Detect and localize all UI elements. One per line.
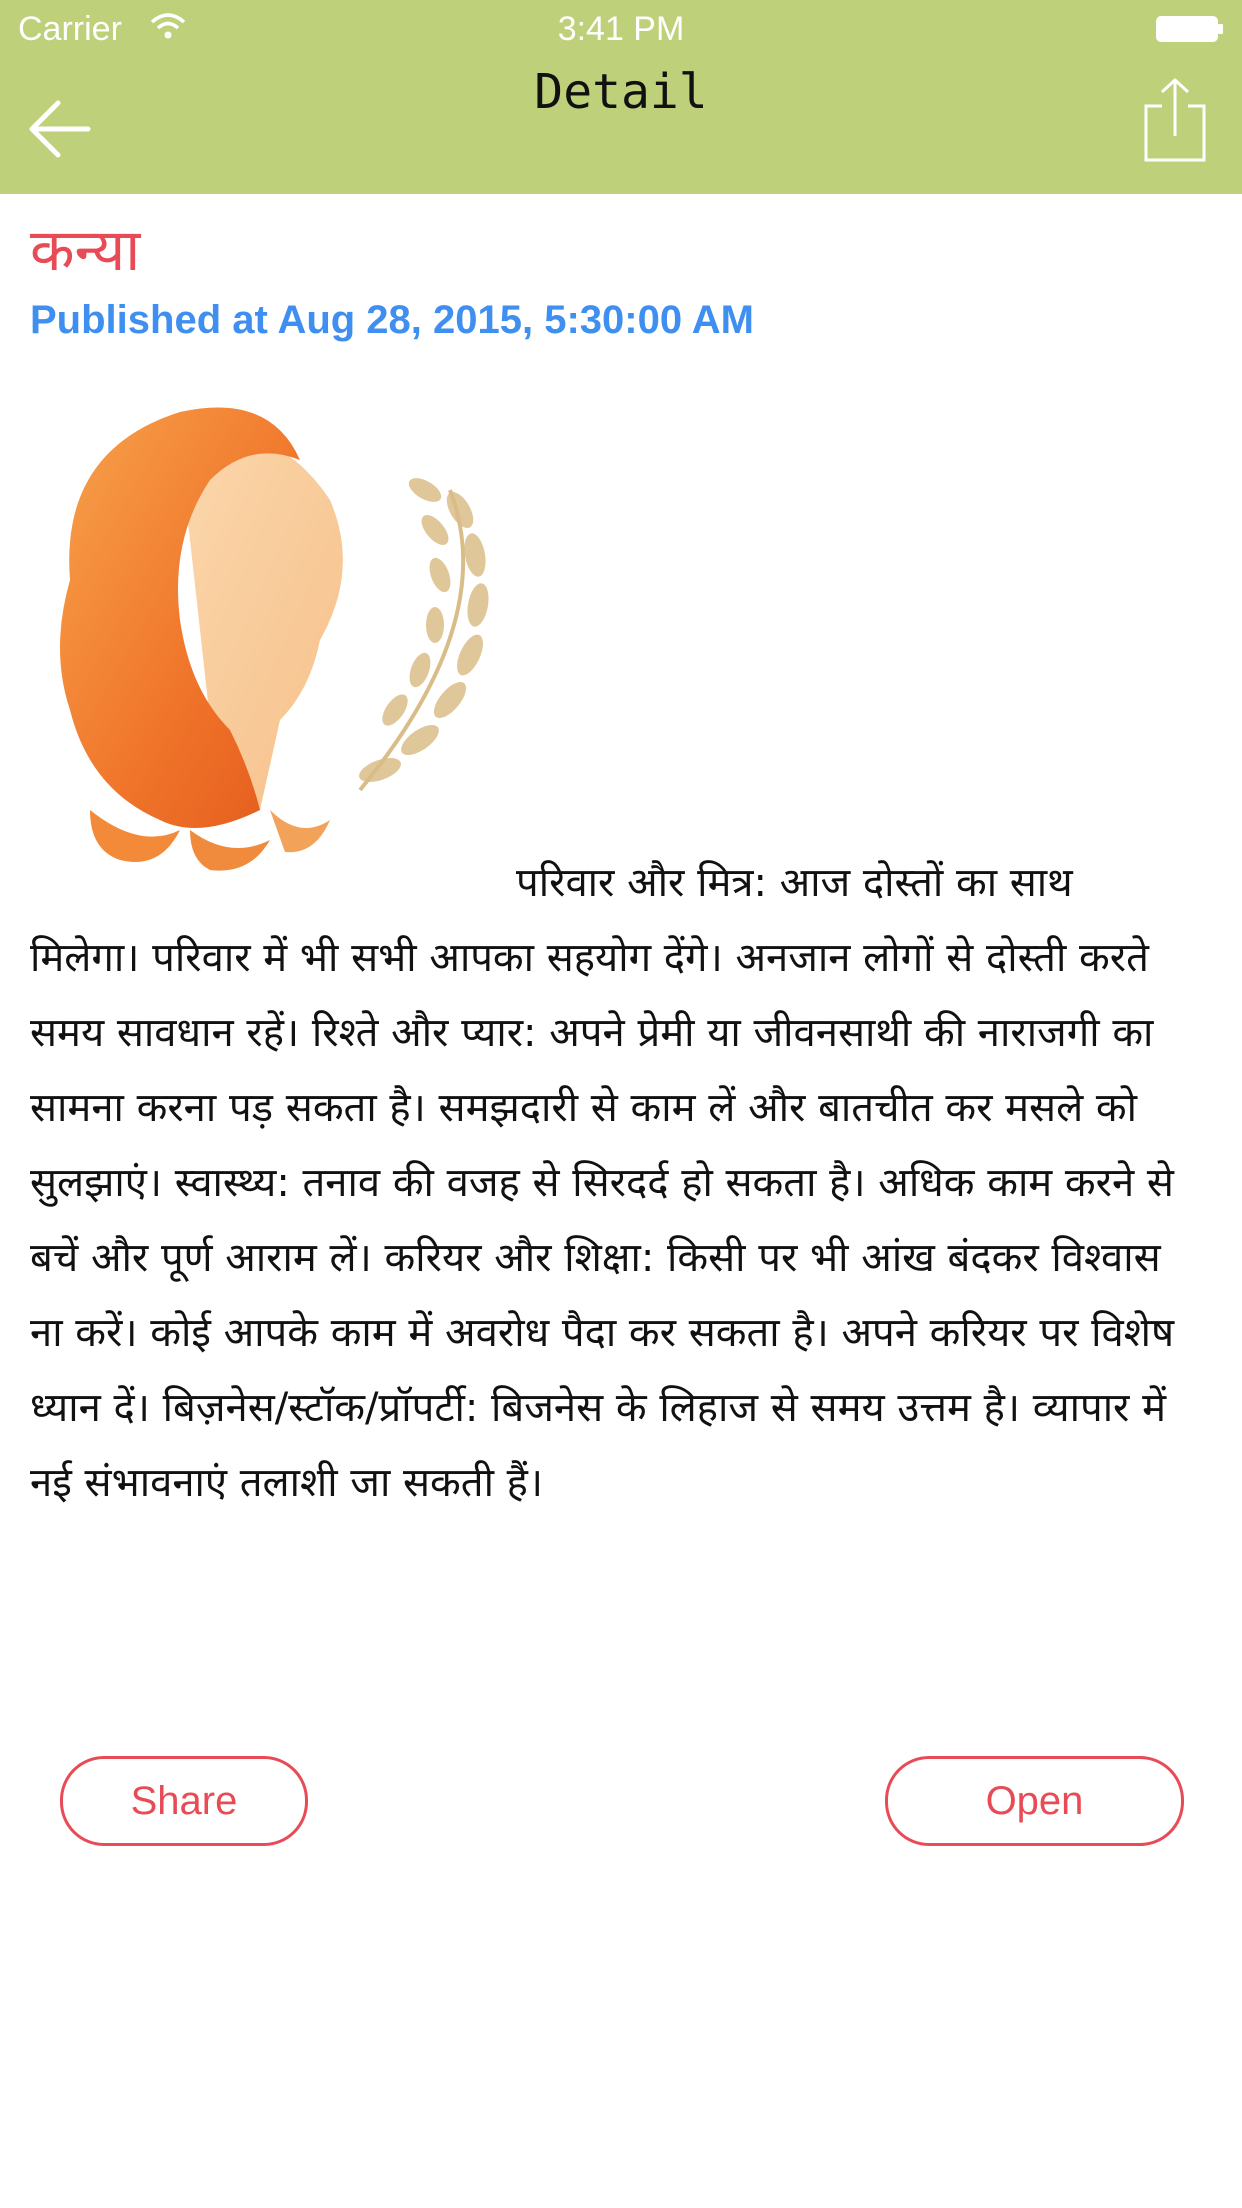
navigation-bar [0,0,1242,194]
article-title: कन्या [30,216,141,284]
virgo-zodiac-image [30,390,510,880]
open-button[interactable]: Open [885,1756,1184,1846]
battery-icon [1156,16,1224,42]
share-icon[interactable] [1142,76,1208,164]
status-bar [0,0,1242,60]
share-button[interactable]: Share [60,1756,308,1846]
carrier-label: Carrier [18,10,122,48]
status-time: 3:41 PM [557,10,685,48]
article-body: परिवार और मित्र: आज दोस्तों का साथ मिलेगा। परिवार में भी सभी आपका सहयोग देंगे। अनजान लोगों से दोस्ती करते समय सावधान रहें। रिश्ते और प्यार: अपने प्रेमी या जीवनसाथी की नाराजगी का सामना करना पड़ सकता है। समझदारी से काम लें और बातचीत कर मसले को सुलझाएं। स्वास्थ्य: तनाव की वजह से सिरदर्द हो सकता है। अधिक काम करने से बचें और पूर्ण आराम लें। करियर और शिक्षा: किसी पर भी आंख बंदकर विश्वास ना करें। कोई आपके काम में अवरोध पैदा कर सकता है। अपने करियर पर विशेष ध्यान दें। बिज़नेस/स्टॉक/प्रॉपर्टी: बिजनेस के लिहाज से समय उत्तम है। व्यापार में नई संभावनाएं तलाशी जा सकती हैं। [30,860,1175,1506]
page-title: Detail [534,64,708,120]
published-date: Published at Aug 28, 2015, 5:30:00 AM [30,298,754,342]
